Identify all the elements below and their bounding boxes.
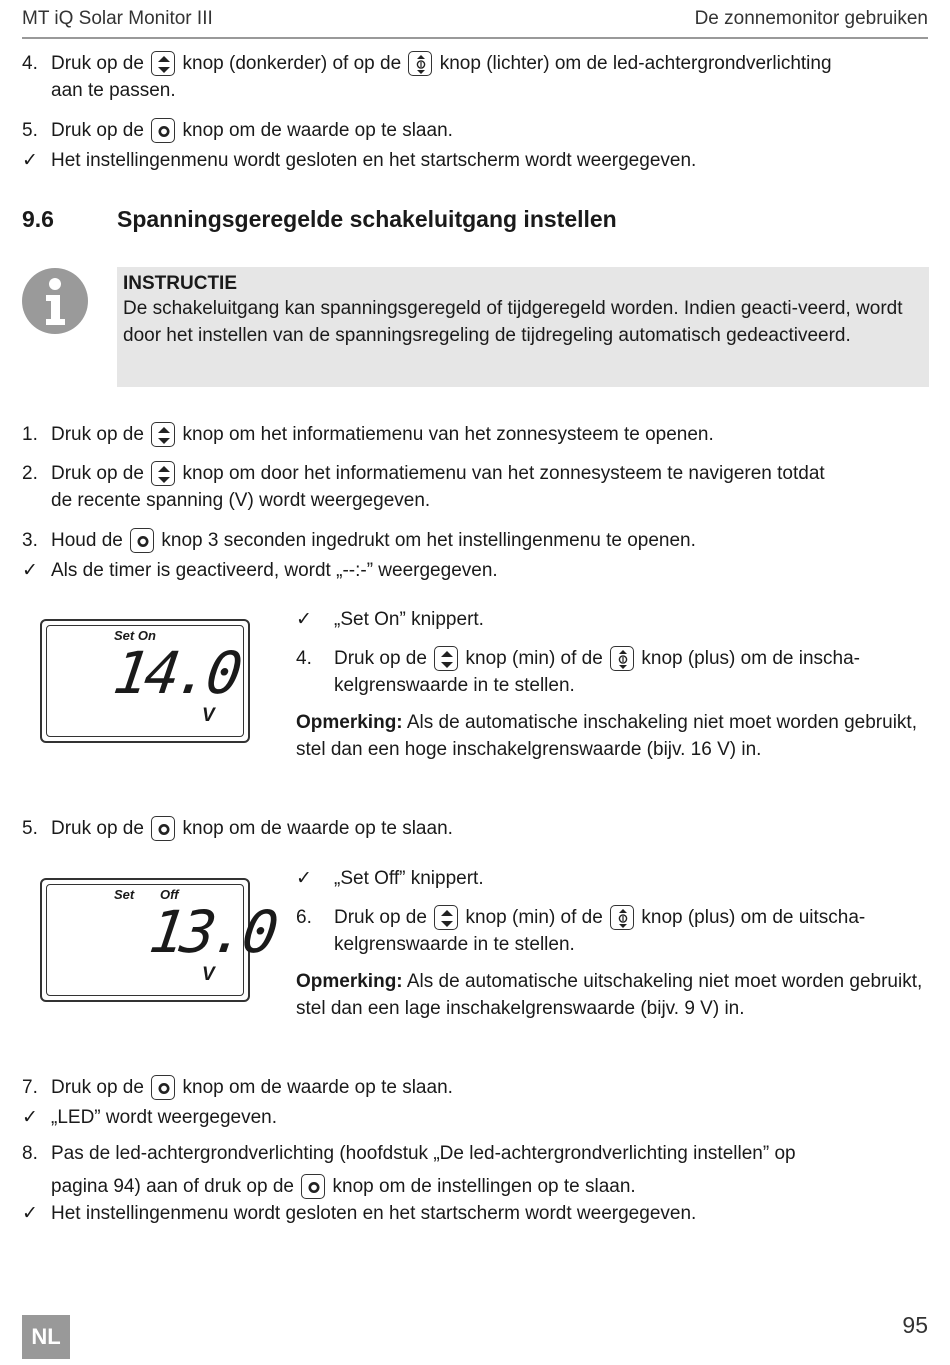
- section-title: Spanningsgeregelde schakeluitgang instellen: [117, 206, 617, 232]
- result-line: [22, 147, 932, 174]
- lcd-value: 14.0: [109, 639, 243, 707]
- lcd-display-set-off: [40, 878, 279, 1002]
- step-number: 5.: [22, 818, 38, 839]
- step-text: knop om door het informatiemenu van het zonnesysteem te navigeren totdat: [182, 463, 825, 484]
- info-icon: [22, 268, 88, 334]
- lcd-label-off: Off: [160, 887, 179, 902]
- step-number: 5.: [22, 120, 38, 141]
- step-text: kelgrenswaarde in te stellen.: [334, 934, 575, 955]
- lcd-unit: V: [202, 964, 215, 985]
- result-line: [22, 557, 932, 584]
- step-number: 8.: [22, 1143, 38, 1164]
- step-text: knop om de waarde op te slaan.: [182, 818, 453, 839]
- step-text: Druk op de: [51, 424, 144, 445]
- step-text: Druk op de: [51, 1077, 144, 1098]
- step-4: [296, 645, 926, 699]
- step-text: knop (min) of de: [465, 907, 603, 928]
- step-number: 4.: [296, 648, 312, 669]
- ok-button-icon: [151, 1075, 175, 1100]
- step-7: [22, 1074, 932, 1101]
- result-line: [296, 606, 926, 633]
- step-text: Houd de: [51, 530, 123, 551]
- note-body: De schakeluitgang kan spanningsgeregeld of tijdgeregeld worden. Indien geacti-veerd, wordt door het instellen van de spanningsregeling de tijdregeling automatisch gedeactiveerd.: [123, 298, 903, 346]
- step-text: knop (lichter) om de led-achtergrondverlichting: [439, 53, 832, 74]
- result-line: [296, 865, 926, 892]
- result-line: [22, 1104, 932, 1131]
- step-5: [22, 815, 932, 842]
- updown-button-icon: [434, 646, 458, 671]
- step-text: knop (plus) om de inscha-: [641, 648, 860, 669]
- step-8: [22, 1137, 932, 1203]
- header-product-name: MT iQ Solar Monitor III: [22, 8, 213, 29]
- check-icon: ✓: [296, 609, 312, 630]
- ok-button-icon: [151, 816, 175, 841]
- step-text: Druk op de: [51, 818, 144, 839]
- step-1: [22, 421, 932, 448]
- lcd-label-set: Set: [114, 887, 135, 902]
- step-number: 7.: [22, 1077, 38, 1098]
- light-button-icon: [610, 646, 634, 671]
- step-number: 3.: [22, 530, 38, 551]
- step-text: knop om de instellingen op te slaan.: [332, 1176, 636, 1197]
- remark-high-threshold: [296, 709, 926, 763]
- remark-text: Als de automatische inschakeling niet moet worden gebruikt, stel dan een hoge inschakelgrenswaarde (bijv. 16 V) in.: [296, 712, 917, 760]
- lcd-unit: V: [202, 705, 215, 726]
- section-number: 9.6: [22, 206, 54, 232]
- header-chapter-title: De zonnemonitor gebruiken: [694, 8, 928, 29]
- step-number: 6.: [296, 907, 312, 928]
- header-divider: [22, 37, 928, 39]
- step-text: kelgrenswaarde in te stellen.: [334, 675, 575, 696]
- step-text: knop om de waarde op te slaan.: [182, 1077, 453, 1098]
- light-button-icon: [408, 51, 432, 76]
- result-text: Als de timer is geactiveerd, wordt „--:-” weergegeven.: [51, 560, 498, 581]
- step-text: knop om de waarde op te slaan.: [182, 120, 453, 141]
- note-heading: INSTRUCTIE: [123, 273, 237, 294]
- light-button-icon: [610, 905, 634, 930]
- updown-button-icon: [151, 461, 175, 486]
- step-text: knop (min) of de: [465, 648, 603, 669]
- updown-button-icon: [151, 422, 175, 447]
- step-text: de recente spanning (V) wordt weergegeven.: [51, 490, 431, 511]
- step-number: 4.: [22, 53, 38, 74]
- check-icon: ✓: [22, 1107, 38, 1128]
- check-icon: ✓: [22, 1203, 38, 1224]
- language-badge: NL: [22, 1315, 70, 1359]
- remark-low-threshold: [296, 968, 926, 1022]
- updown-button-icon: [151, 51, 175, 76]
- result-text: „Set Off” knippert.: [334, 868, 484, 889]
- step-text: Druk op de: [334, 648, 427, 669]
- step-2: [22, 460, 932, 514]
- ok-button-icon: [151, 118, 175, 143]
- result-text: Het instellingenmenu wordt gesloten en het startscherm wordt weergegeven.: [51, 1203, 697, 1224]
- updown-button-icon: [434, 905, 458, 930]
- ok-button-icon: [130, 528, 154, 553]
- step-text: pagina 94) aan of druk op de: [51, 1176, 294, 1197]
- step-text: knop (donkerder) of op de: [182, 53, 402, 74]
- step-text: Druk op de: [334, 907, 427, 928]
- step-text: Druk op de: [51, 53, 144, 74]
- step-text: Pas de led-achtergrondverlichting (hoofdstuk „De led-achtergrondverlichting instellen” op: [51, 1143, 796, 1164]
- result-text: Het instellingenmenu wordt gesloten en het startscherm wordt weergegeven.: [51, 150, 697, 171]
- lcd-display-set-on: [40, 619, 250, 743]
- step-3: [22, 527, 932, 554]
- step-text: Druk op de: [51, 463, 144, 484]
- lcd-label: Set On: [114, 628, 156, 643]
- step-number: 2.: [22, 463, 38, 484]
- ok-button-icon: [301, 1174, 325, 1199]
- check-icon: ✓: [296, 868, 312, 889]
- check-icon: ✓: [22, 560, 38, 581]
- step-text: knop (plus) om de uitscha-: [641, 907, 866, 928]
- step-text: aan te passen.: [51, 80, 176, 101]
- step-5-save: [22, 117, 932, 144]
- step-number: 1.: [22, 424, 38, 445]
- instruction-note: [117, 267, 929, 387]
- step-6: [296, 904, 926, 958]
- step-text: knop om het informatiemenu van het zonnesysteem te openen.: [182, 424, 714, 445]
- result-line: [22, 1200, 932, 1227]
- result-text: „Set On” knippert.: [334, 609, 484, 630]
- lcd-value: 13.0: [145, 898, 279, 966]
- step-4-backlight: [22, 50, 932, 104]
- step-text: Druk op de: [51, 120, 144, 141]
- remark-label: Opmerking:: [296, 712, 403, 733]
- remark-text: Als de automatische uitschakeling niet moet worden gebruikt, stel dan een lage inschakelgrenswaarde (bijv. 9 V) in.: [296, 971, 923, 1019]
- remark-label: Opmerking:: [296, 971, 403, 992]
- step-text: knop 3 seconden ingedrukt om het instellingenmenu te openen.: [161, 530, 696, 551]
- result-text: „LED” wordt weergegeven.: [51, 1107, 277, 1128]
- page-number: 95: [902, 1312, 928, 1338]
- check-icon: ✓: [22, 150, 38, 171]
